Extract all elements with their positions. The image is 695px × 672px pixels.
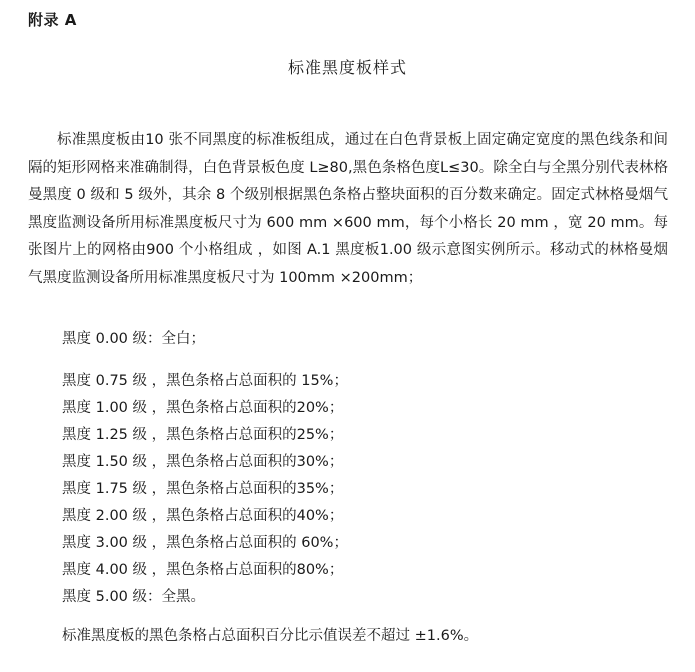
level-item: 黑度 1.25 级 ，黑色条格占总面积的25%；: [62, 427, 344, 443]
level-item: 黑度 1.50 级 ，黑色条格占总面积的30%；: [62, 454, 344, 470]
blackness-level-list: [62, 368, 348, 611]
level-item: 黑度 0.75 级 ，黑色条格占总面积的 15%；: [62, 373, 348, 389]
level-item: 黑度 3.00 级 ，黑色条格占总面积的 60%；: [62, 535, 348, 551]
tolerance-note: 标准黑度板的黑色条格占总面积百分比示值误差不超过 ±1.6%。: [62, 628, 479, 644]
appendix-label: 附录 A: [28, 11, 77, 29]
level-item: 黑度 2.00 级 ，黑色条格占总面积的40%；: [62, 508, 344, 524]
level-item: 黑度 5.00 级：全黑。: [62, 589, 206, 605]
body-paragraph: 标准黑度板由10 张不同黑度的标准板组成，通过在白色背景板上固定确定宽度的黑色线条和间隔的矩形网格来准确制得，白色背景板色度 L≥80,黑色条格色度L≤30。除全白与全黑分别代表林格曼黑度 0 级和 5 级外，其余 8 个级别根据黑色条格占整块面积的百分数来确定。固定式林格曼烟气黑度监测设备所用标准黑度板尺寸为 600 mm ×600 mm，每个小格长 20 mm ，宽 20 mm。每张图片上的网格由900 个小格组成 ，如图 A.1 黑度板1.00 级示意图实例所示。移动式的林格曼烟气黑度监测设备所用标准黑度板尺寸为 100mm ×200mm；: [28, 132, 668, 286]
level-0-white: 黑度 0.00 级：全白；: [62, 331, 206, 347]
level-item: 黑度 1.75 级 ，黑色条格占总面积的35%；: [62, 481, 344, 497]
level-item: 黑度 1.00 级 ，黑色条格占总面积的20%；: [62, 400, 344, 416]
page-title: 标准黑度板样式: [287, 58, 407, 77]
level-item: 黑度 4.00 级 ，黑色条格占总面积的80%；: [62, 562, 344, 578]
